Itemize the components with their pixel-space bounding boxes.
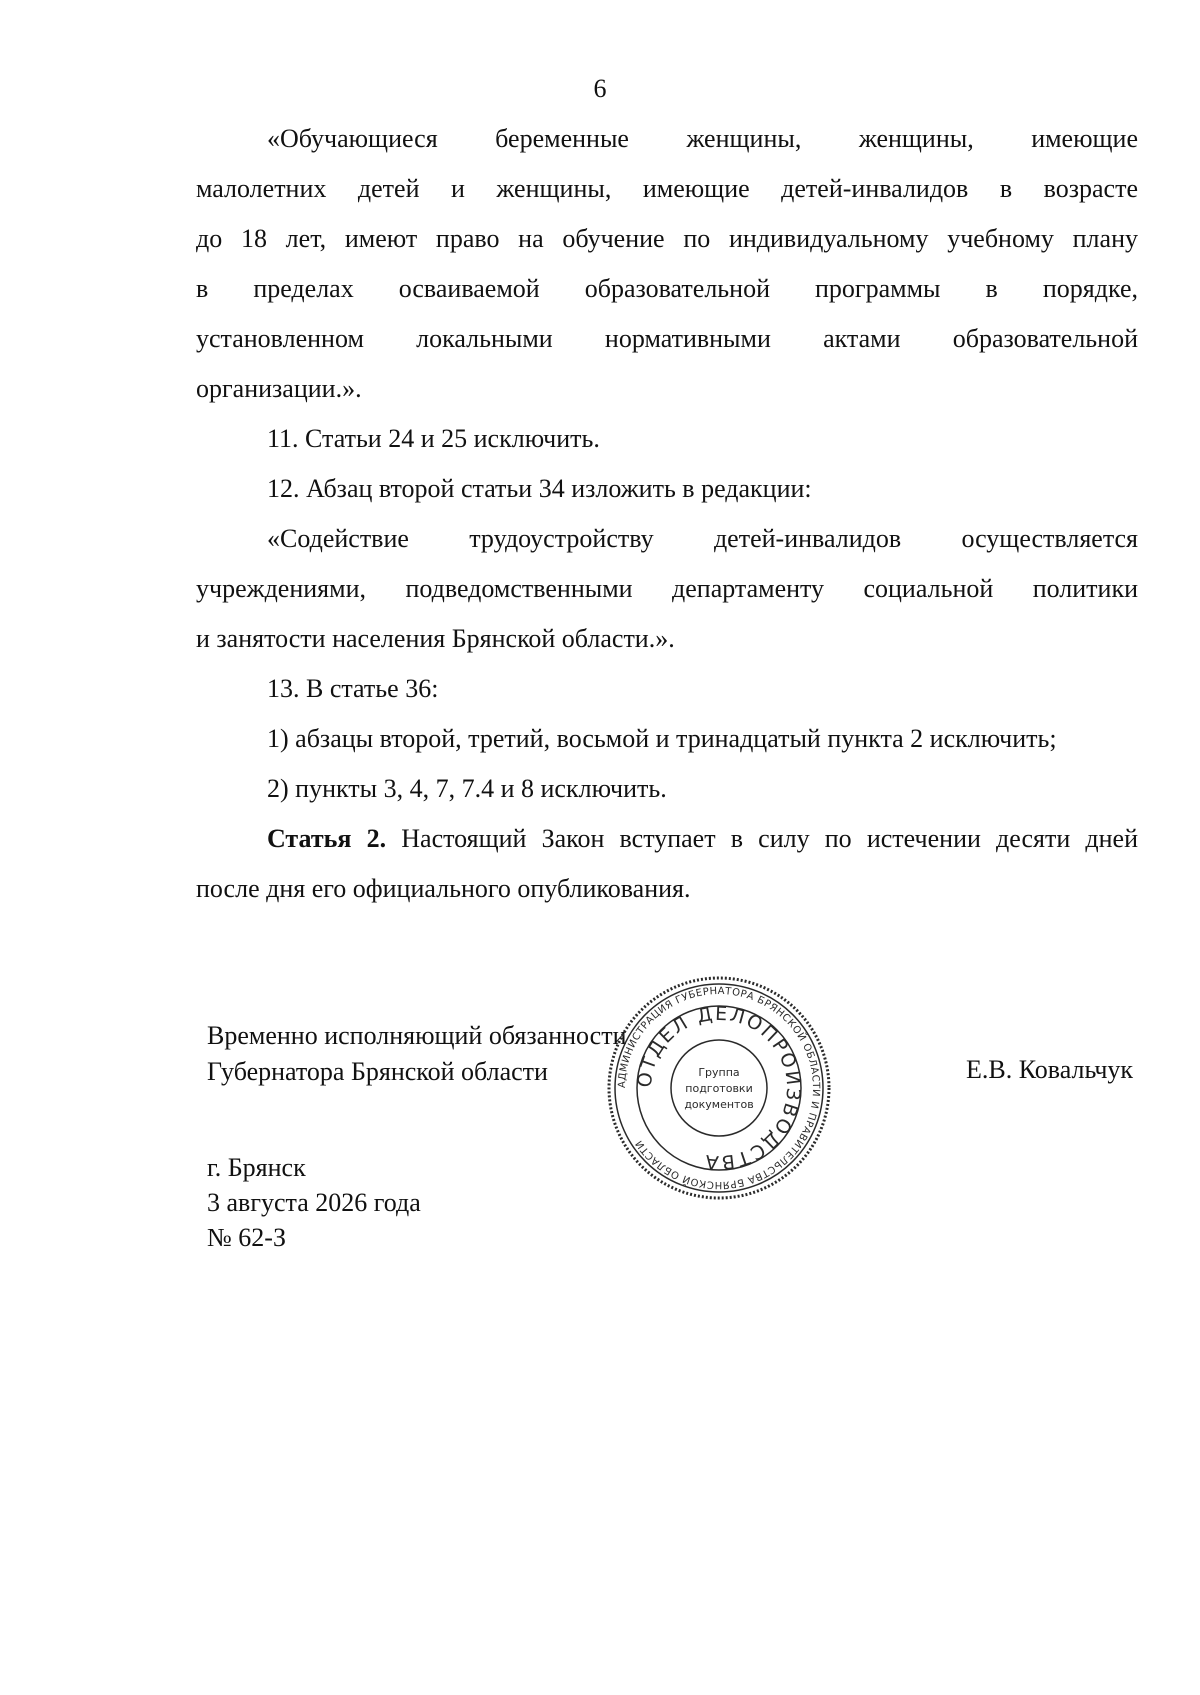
article-2-line-2: после дня его официального опубликования. (196, 874, 691, 903)
item-11: 11. Статьи 24 и 25 исключить. (267, 424, 600, 453)
stamp-center-line-2: подготовки (685, 1082, 753, 1095)
subitem-2: 2) пункты 3, 4, 7, 7.4 и 8 исключить. (267, 774, 667, 803)
quote-line-4: в пределах осваиваемой образовательной программы в порядке, (196, 274, 1138, 303)
subitem-1: 1) абзацы второй, третий, восьмой и тринадцатый пункта 2 исключить; (267, 724, 1057, 753)
place-date-block (207, 1150, 421, 1255)
article-2-text: Настоящий Закон вступает в силу по истечении десяти дней (401, 824, 1138, 853)
quote2-line-1: «Содействие трудоустройству детей-инвалидов осуществляется (267, 524, 1138, 553)
quote-line-6: организации.». (196, 374, 362, 403)
article-2-label: Статья 2. (267, 824, 387, 853)
signature-title-line-1: Временно исполняющий обязанности (207, 1021, 627, 1050)
stamp-inner-text: ОТДЕЛ ДЕЛОПРОИЗВОДСТВА (633, 1002, 805, 1174)
signature-name: Е.В. Ковальчук (966, 1055, 1134, 1084)
item-13: 13. В статье 36: (267, 674, 439, 703)
law-number: № 62-З (207, 1223, 286, 1252)
article-2-line-1 (267, 814, 1138, 864)
quote-line-3: до 18 лет, имеют право на обучение по индивидуальному учебному плану (196, 224, 1138, 253)
official-stamp (606, 975, 832, 1201)
stamp-center-line-3: документов (684, 1098, 754, 1111)
quote-line-2: малолетних детей и женщины, имеющие детей-инвалидов в возрасте (196, 174, 1138, 203)
quote2-line-3: и занятости населения Брянской области.». (196, 624, 675, 653)
quote-line-5: установленном локальными нормативными актами образовательной (196, 324, 1138, 353)
law-date: 3 августа 2026 года (207, 1188, 421, 1217)
page-number: 6 (593, 74, 607, 103)
quote2-line-2: учреждениями, подведомственными департаменту социальной политики (196, 574, 1138, 603)
stamp-center-line-1: Группа (698, 1066, 740, 1079)
signature-title (207, 1018, 627, 1090)
signature-title-line-2: Губернатора Брянской области (207, 1057, 548, 1086)
city: г. Брянск (207, 1153, 306, 1182)
item-12: 12. Абзац второй статьи 34 изложить в редакции: (267, 474, 812, 503)
quote-line-1: «Обучающиеся беременные женщины, женщины, имеющие (267, 124, 1138, 153)
stamp-outer-text: АДМИНИСТРАЦИЯ ГУБЕРНАТОРА БРЯНСКОЙ ОБЛАСТИ И ПРАВИТЕЛЬСТВА БРЯНСКОЙ ОБЛАСТИ (616, 985, 822, 1191)
